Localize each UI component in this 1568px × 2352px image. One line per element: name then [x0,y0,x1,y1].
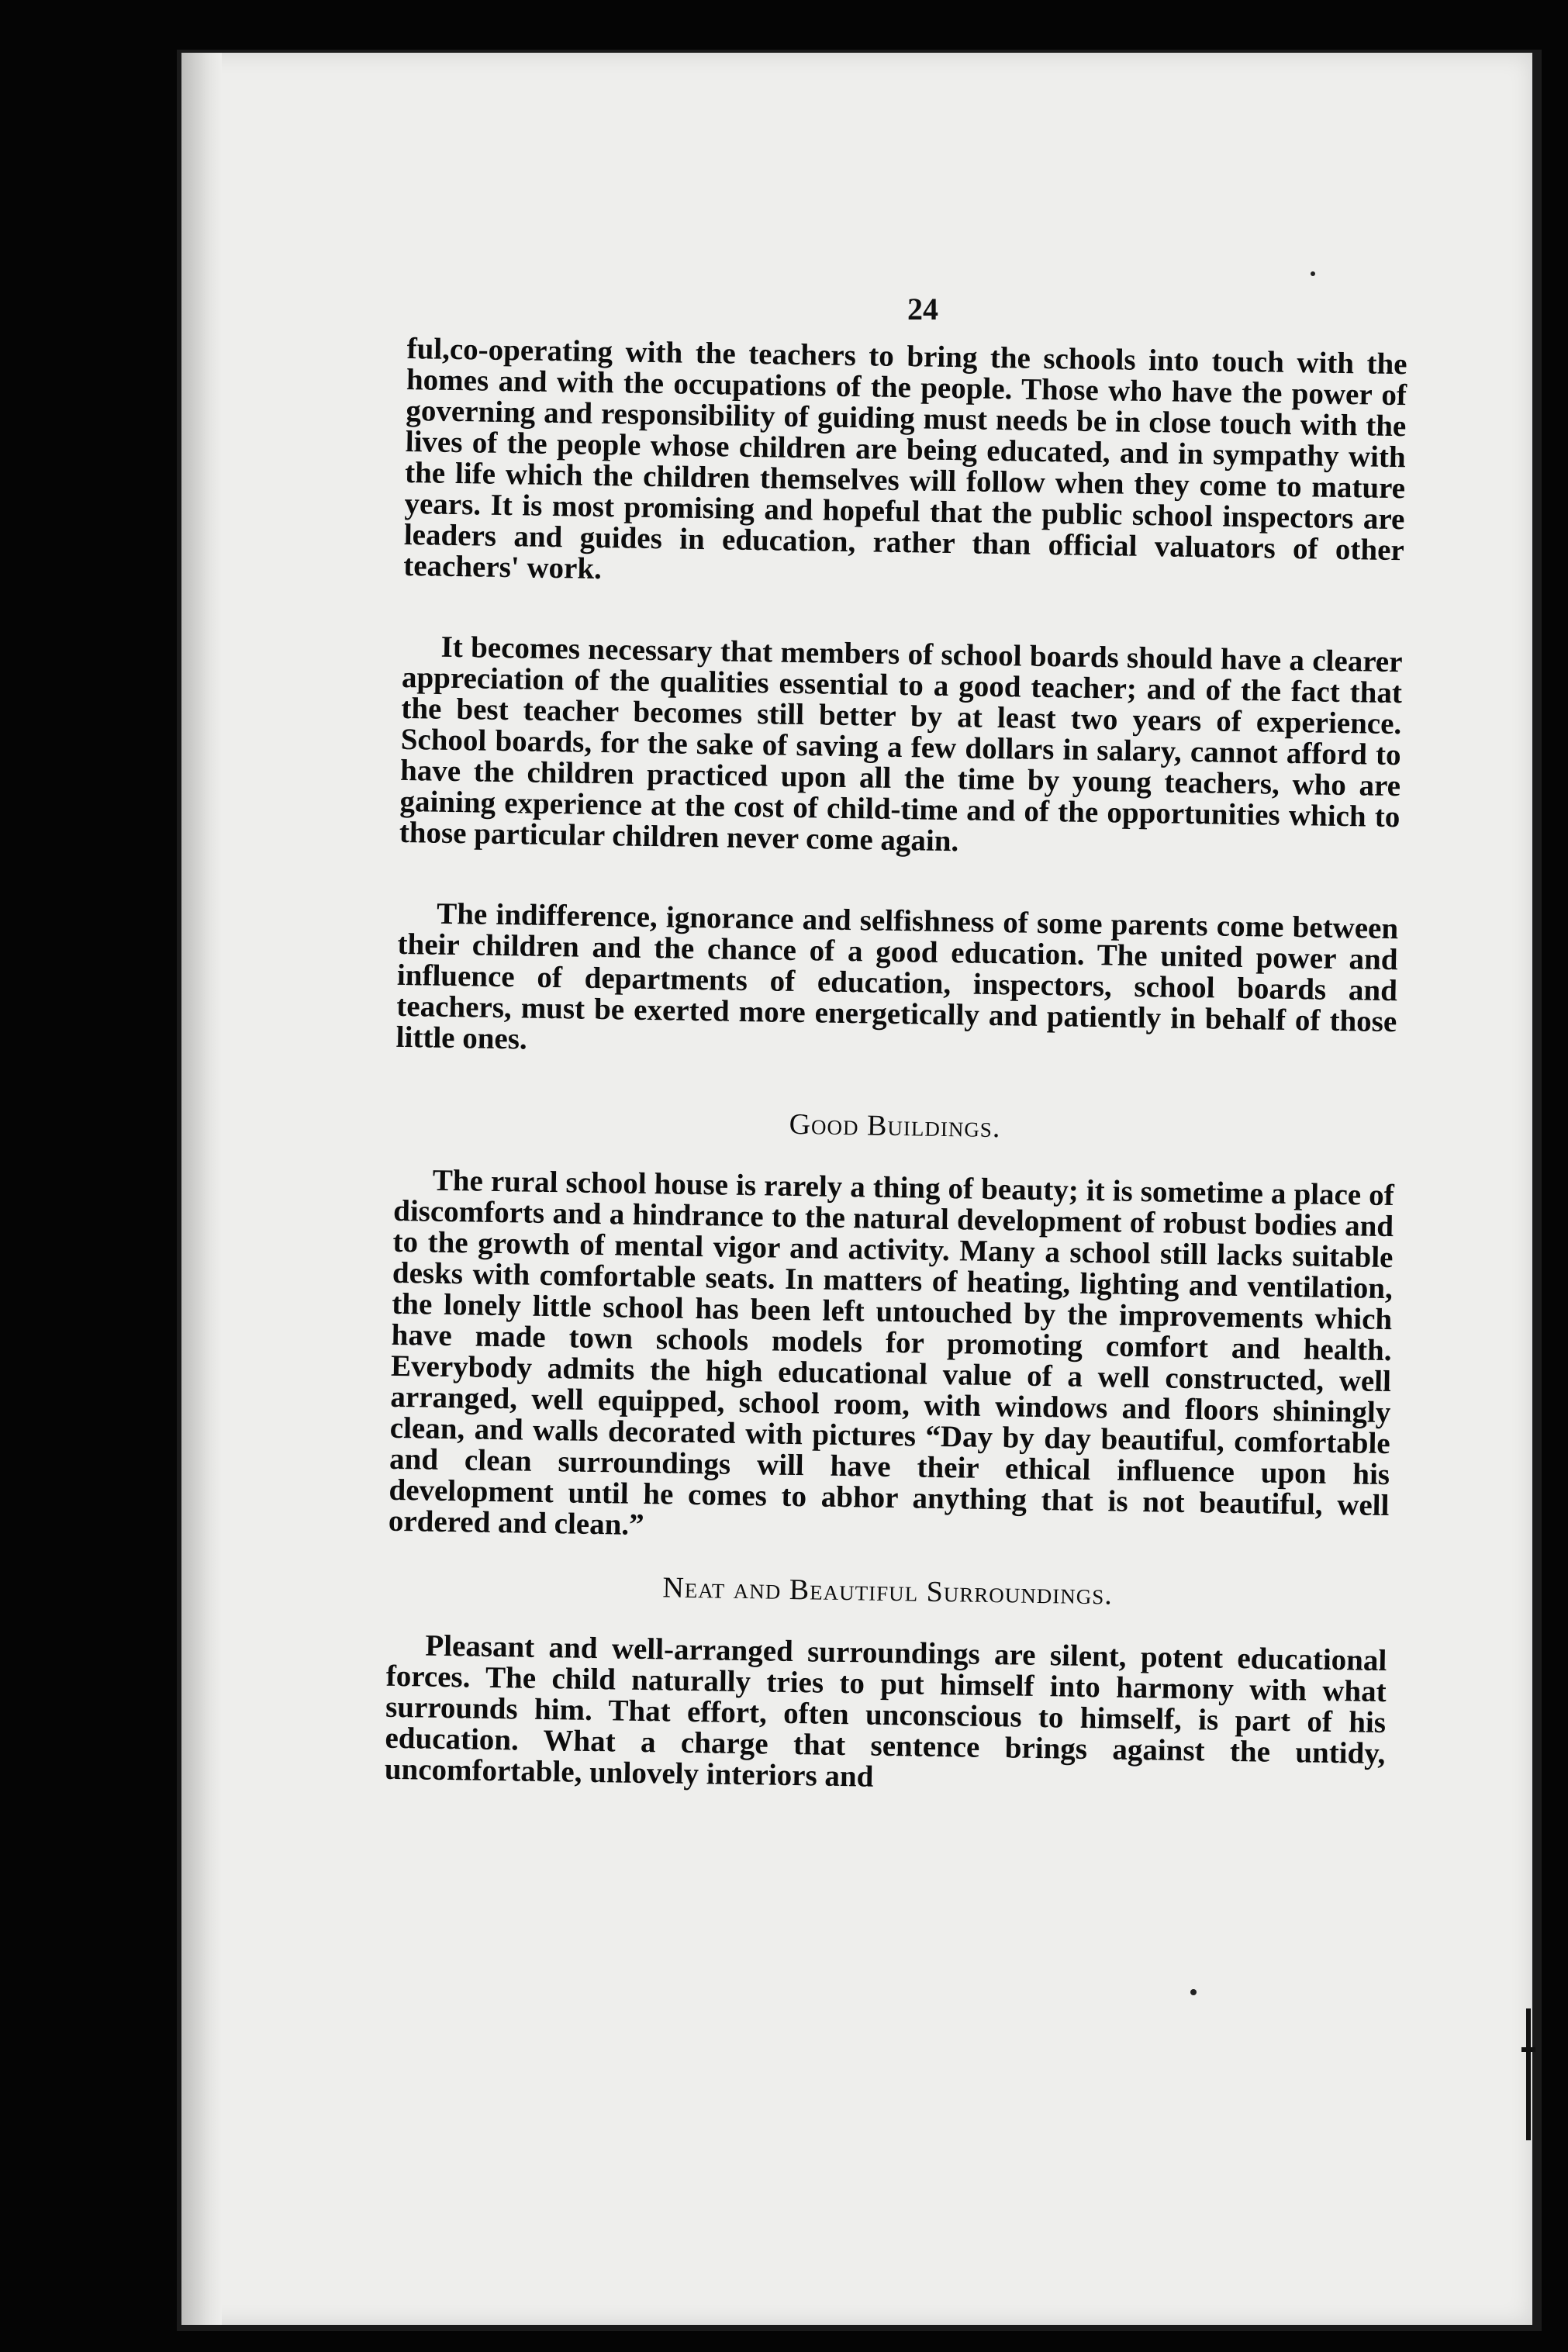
scan-speck [1311,271,1315,276]
scan-artifact-mark [1526,2008,1531,2140]
paragraph-inspectors: ful,co-operating with the teachers to bring the schools into touch with the homes and with the occupations of the people. Those who have the power of governing and responsibility of guiding must needs be in close touch with the lives of the people whose children are being educated, and in sympathy with the life which the children themselves will follow when they come to mature years. It is most promising and hopeful that the public school inspectors are leaders and guides in education, rather than official valuators of other teachers' work. [402,332,1407,585]
paragraph-buildings: The rural school house is rarely a thing of beauty; it is sometime a place of discomforts and a hindrance to the natural development of robust bodies and to the growth of mental vigor and activity. Many a school still lacks suitable desks with comfortable seats. In matters of heating, lighting and ventilation, the lonely little school has been left untouched by the improvements which have made town schools models for promoting comfort and health. Everybody admits the high educational value of a well constructed, well arranged, well equipped, school room, with windows and floors shiningly clean, and walls decorated with pictures “Day by day beautiful, comfortable and clean surroundings will have their ethical influence upon his development until he comes to abhor anything that is not beautiful, well ordered and clean.” [388,1163,1395,1542]
page-binding-edge [181,53,222,2325]
heading-neat-surroundings: Neat and Beautiful Surroundings. [662,1571,1114,1611]
page-body [384,333,1407,1850]
paragraph-school-boards: It becomes necessary that members of school boards should have a clearer appreciation of the qualities essential to a good teacher; and of the fact that the best teacher becomes still better by at least two years of experience. School boards, for the sake of saving a few dollars in salary, cannot afford to have the children practiced upon all the time by young teachers, who are gaining experience at the cost of child-time and of the opportunities which to those particular children never come again. [399,630,1403,858]
paragraph-surroundings: Pleasant and well-arranged surroundings are silent, potent educational forces. The child naturally tries to put himself into harmony with what surrounds him. That effort, often unconscious to himself, is part of his education. What a charge that sentence brings against the untidy, uncomfortable, unlovely interiors and [384,1628,1387,1794]
scan-speck [1190,1989,1197,1995]
heading-good-buildings: Good Buildings. [789,1107,1001,1145]
paragraph-parents: The indifference, ignorance and selfishness of some parents come between their children and the chance of a good education. The united power and influence of departments of education, inspectors, school boards and teachers, must be exerted more energetically and patiently in behalf of those little ones. [395,896,1399,1056]
page-number: 24 [907,292,938,326]
scan-artifact-mark [1521,2047,1535,2052]
